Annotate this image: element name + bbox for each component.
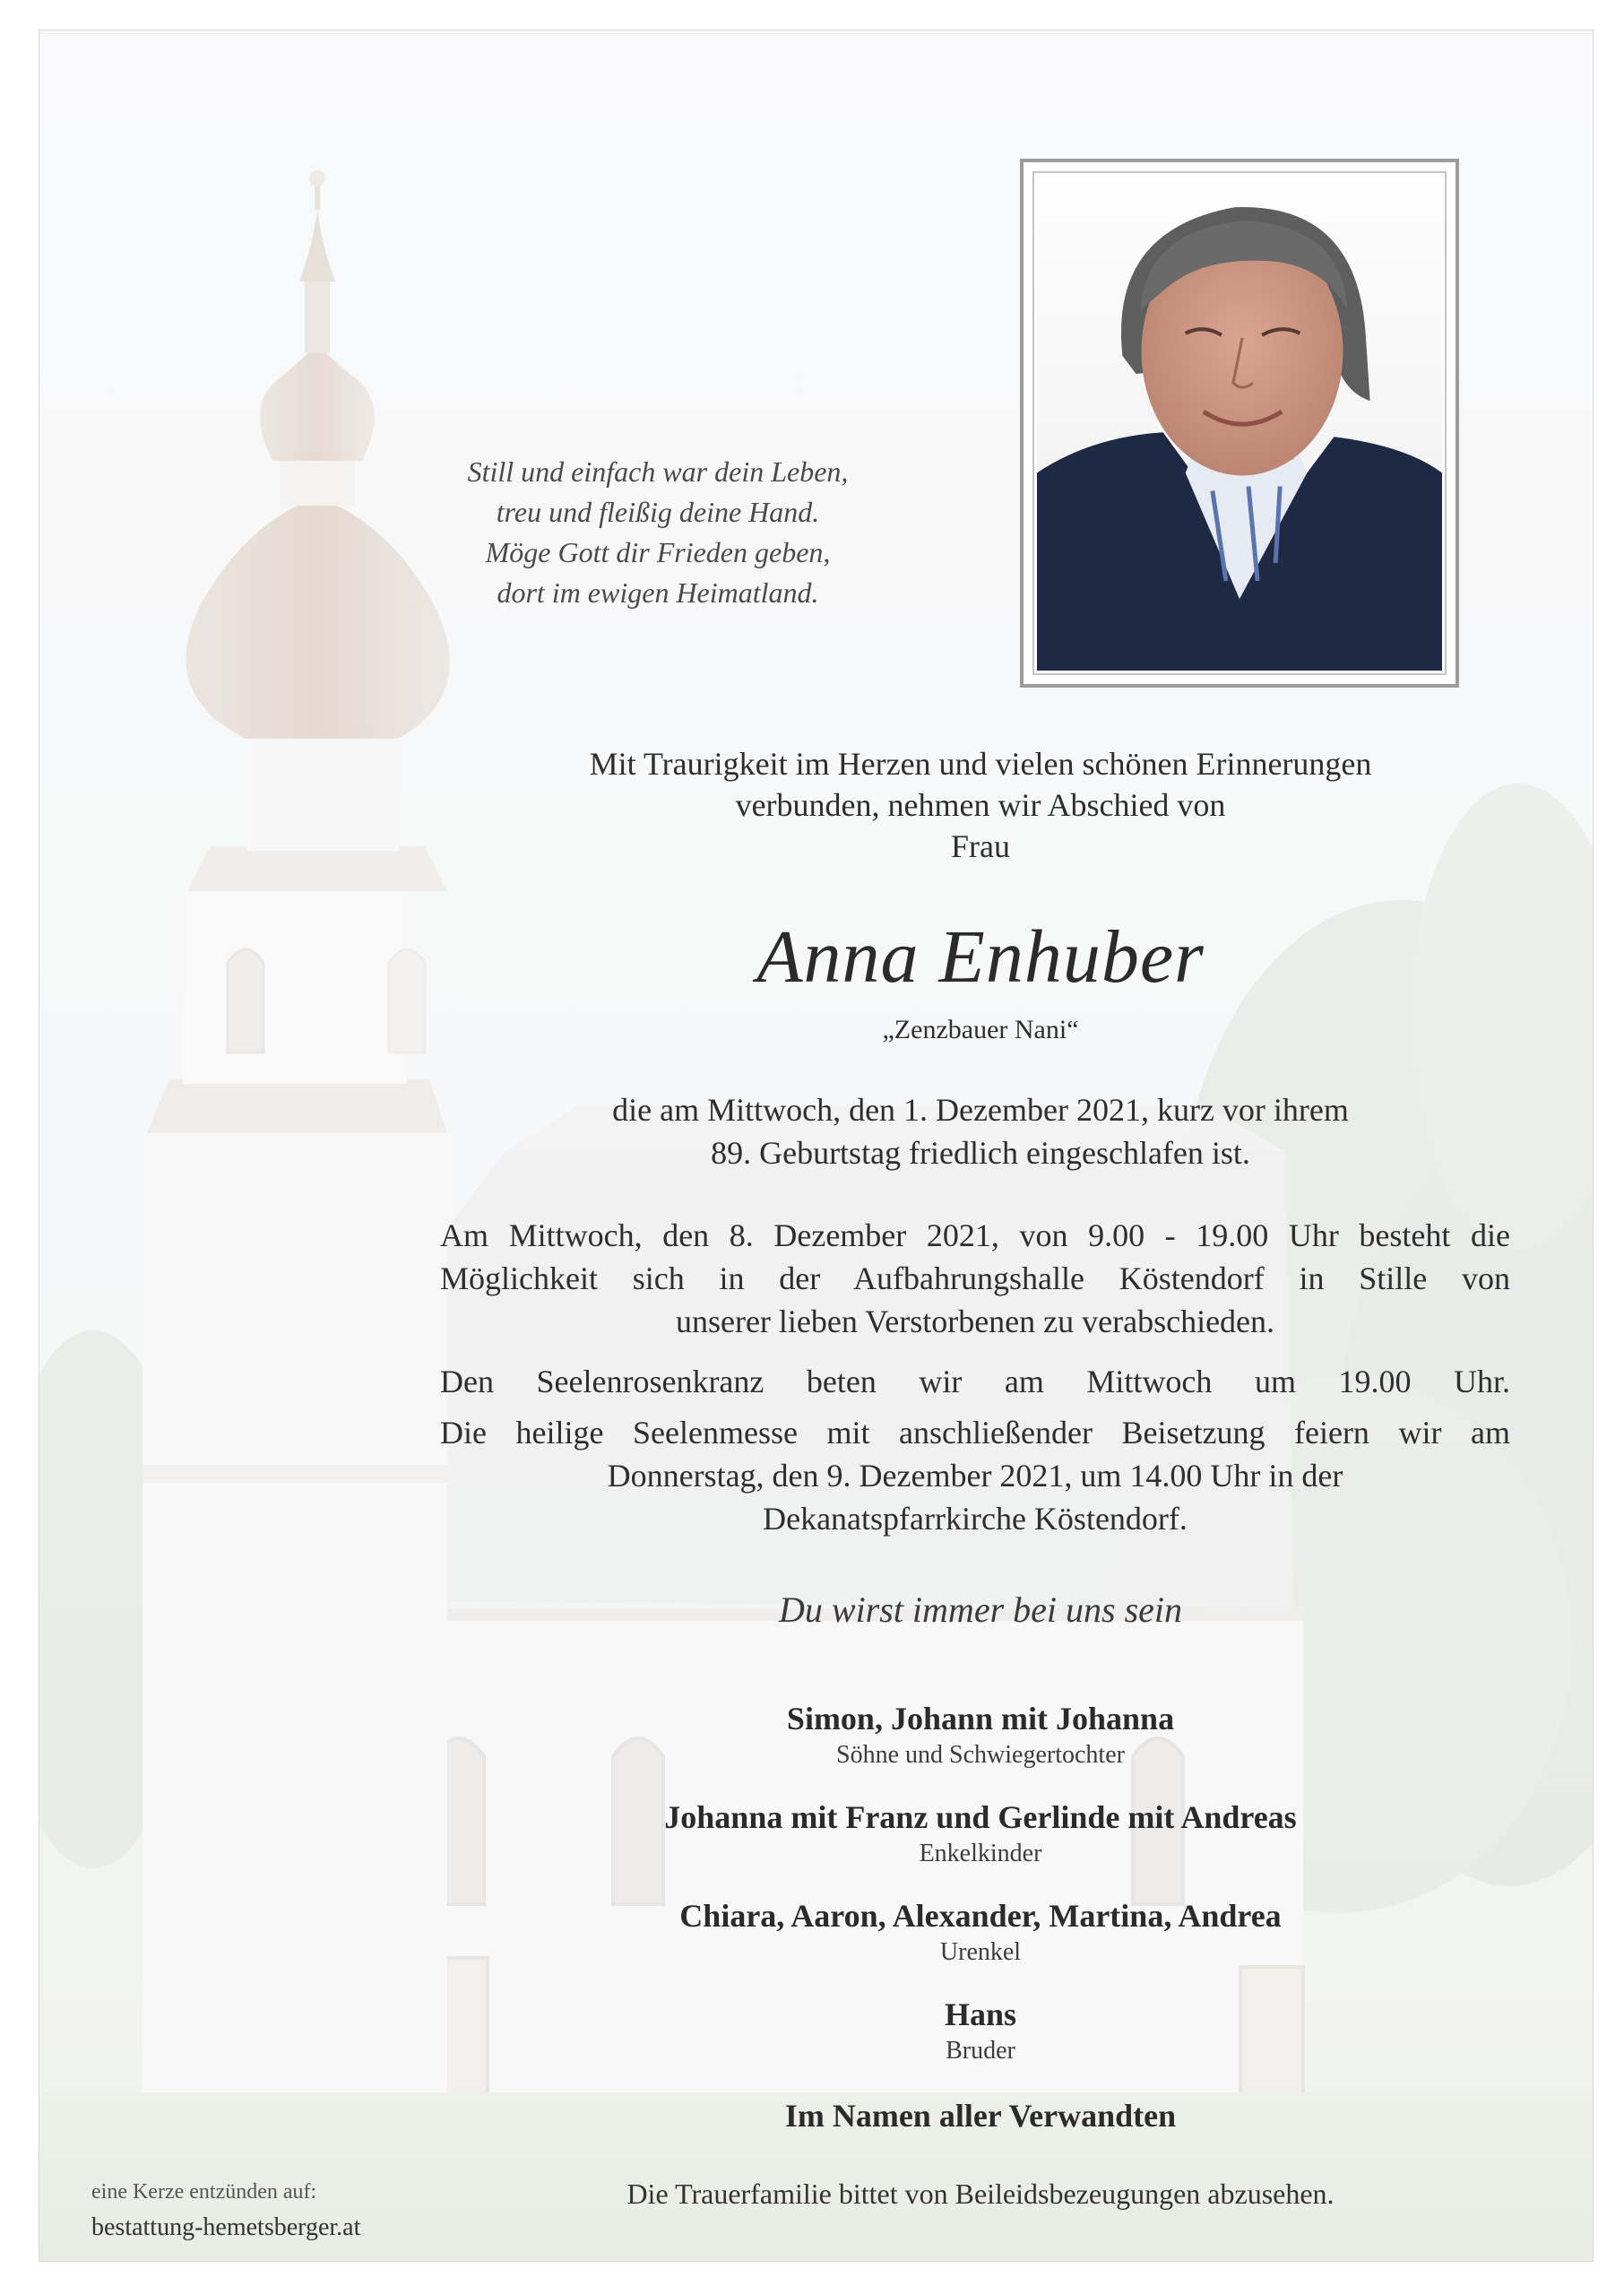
family-names: Simon, Johann mit Johanna bbox=[786, 1701, 1175, 1736]
mass-paragraph bbox=[440, 1411, 1510, 1540]
intro-line: verbunden, nehmen wir Abschied von bbox=[735, 787, 1226, 823]
motto: Du wirst immer bei uns sein bbox=[779, 1589, 1182, 1630]
poem-line: treu und fleißig deine Hand. bbox=[496, 496, 820, 528]
viewing-paragraph bbox=[440, 1214, 1510, 1343]
obituary-card bbox=[39, 30, 1594, 2262]
family-names: Johanna mit Franz und Gerlinde mit Andreas bbox=[664, 1799, 1297, 1835]
family-names: Hans bbox=[944, 1996, 1017, 2032]
family-role: Urenkel bbox=[939, 1938, 1022, 1966]
portrait-photo bbox=[1037, 176, 1442, 671]
poem-line: dort im ewigen Heimatland. bbox=[497, 576, 819, 609]
passing-text bbox=[443, 1088, 1518, 1174]
memorial-poem bbox=[461, 452, 855, 613]
family-role: Söhne und Schwiegertochter bbox=[836, 1741, 1125, 1769]
intro-line: Mit Traurigkeit im Herzen und vielen schönen Erinnerungen bbox=[589, 746, 1372, 782]
viewing-line: Am Mittwoch, den 8. Dezember 2021, von 9.00 - 19.00 Uhr besteht die bbox=[440, 1217, 1510, 1253]
deceased-nickname: „Zenzbauer Nani“ bbox=[882, 1015, 1079, 1044]
family-group bbox=[443, 1994, 1518, 2067]
family-role: Bruder bbox=[946, 2037, 1015, 2065]
mass-line: Die heilige Seelenmesse mit anschließender Beisetzung feiern wir am bbox=[440, 1415, 1510, 1451]
family-group bbox=[443, 1797, 1518, 1870]
mass-line: Dekanatspfarrkirche Köstendorf. bbox=[763, 1501, 1188, 1537]
website-link[interactable]: bestattung-hemetsberger.at bbox=[91, 2213, 361, 2241]
rosary-line: Den Seelenrosenkranz beten wir am Mittwoch um 19.00 Uhr. bbox=[440, 1364, 1510, 1399]
deceased-name: Anna Enhuber bbox=[756, 915, 1205, 999]
passing-line: 89. Geburtstag friedlich eingeschlafen ist. bbox=[711, 1135, 1250, 1171]
all-relatives-line: Im Namen aller Verwandten bbox=[784, 2098, 1177, 2134]
condolence-note: Die Trauerfamilie bittet von Beileidsbezeugungen abzusehen. bbox=[626, 2178, 1335, 2210]
family-group bbox=[443, 1895, 1518, 1969]
mass-line: Donnerstag, den 9. Dezember 2021, um 14.00 Uhr in der bbox=[607, 1458, 1343, 1494]
intro-line: Frau bbox=[951, 828, 1010, 864]
family-group bbox=[443, 1698, 1518, 1771]
poem-line: Möge Gott dir Frieden geben, bbox=[485, 536, 831, 568]
family-names: Chiara, Aaron, Alexander, Martina, Andrea bbox=[679, 1898, 1282, 1934]
family-role: Enkelkinder bbox=[919, 1840, 1042, 1867]
intro-text bbox=[443, 743, 1518, 867]
passing-line: die am Mittwoch, den 1. Dezember 2021, kurz vor ihrem bbox=[612, 1092, 1349, 1128]
portrait-inner-border bbox=[1032, 171, 1447, 675]
candle-label: eine Kerze entzünden auf: bbox=[91, 2180, 317, 2204]
rosary-paragraph bbox=[440, 1360, 1510, 1403]
viewing-line: unserer lieben Verstorbenen zu verabschieden. bbox=[675, 1303, 1275, 1339]
viewing-line: Möglichkeit sich in der Aufbahrungshalle Köstendorf in Stille von bbox=[440, 1260, 1510, 1296]
poem-line: Still und einfach war dein Leben, bbox=[467, 455, 849, 488]
portrait-frame bbox=[1020, 159, 1459, 688]
